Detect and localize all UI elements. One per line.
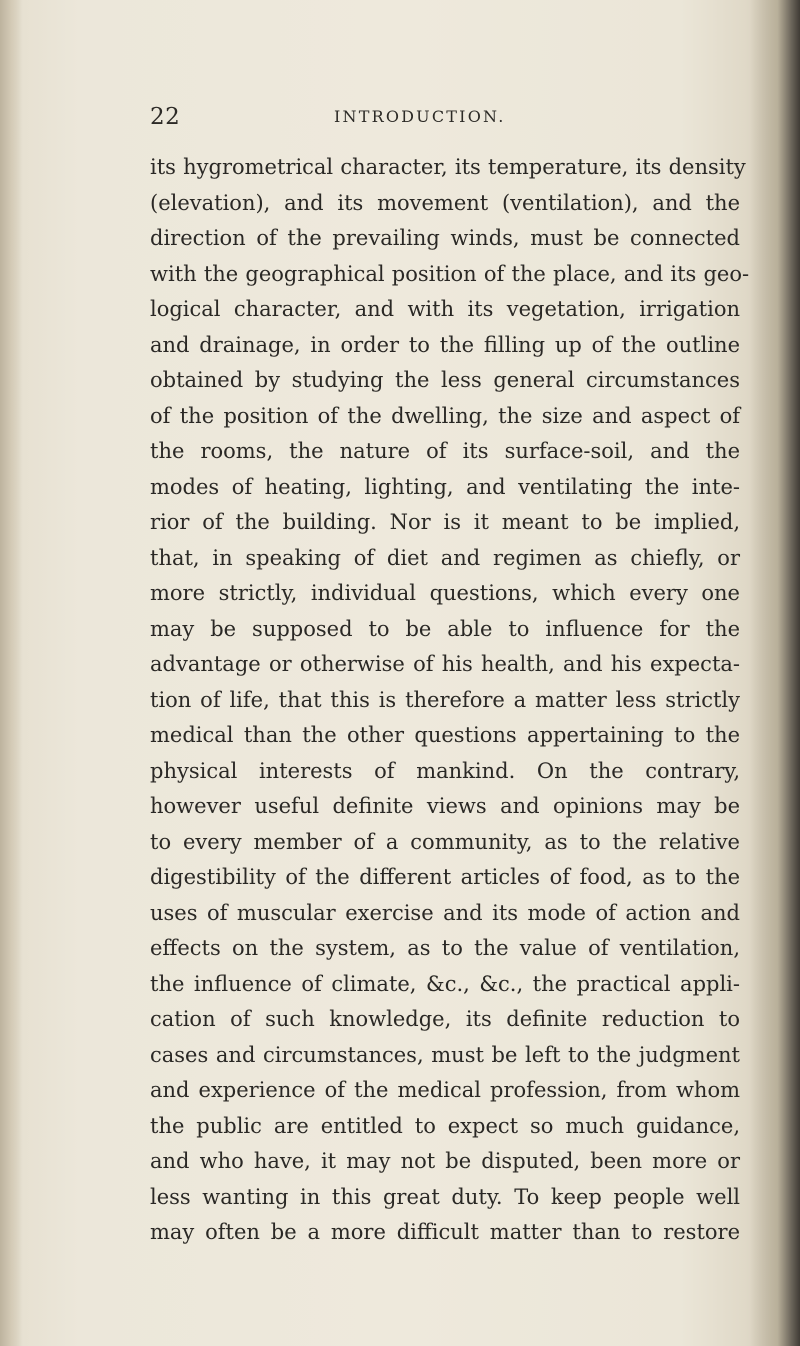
- text-line: physical interests of mankind. On the contrary,: [150, 758, 740, 783]
- text-line: the rooms, the nature of its surface-soil, and the: [150, 439, 740, 463]
- text-line: medical than the other questions appertaining to the: [150, 723, 740, 747]
- text-line: of the position of the dwelling, the size and aspect of: [150, 403, 740, 428]
- text-line: digestibility of the different articles of food, as to the: [150, 865, 740, 889]
- text-line: modes of heating, lighting, and ventilating the inte-: [150, 474, 740, 499]
- text-line: its hygrometrical character, its temperature, its density: [150, 155, 746, 179]
- text-line: the public are entitled to expect so much guidance,: [150, 1113, 740, 1138]
- text-line: more strictly, individual questions, which every one: [150, 581, 740, 605]
- text-line: (elevation), and its movement (ventilation), and the: [150, 190, 740, 215]
- page-header: [150, 104, 730, 144]
- text-line: obtained by studying the less general circumstances: [150, 368, 740, 392]
- text-line: direction of the prevailing winds, must be connected: [150, 226, 740, 250]
- text-line: uses of muscular exercise and its mode of action and: [150, 900, 740, 925]
- text-line: and who have, it may not be disputed, been more or: [150, 1149, 740, 1173]
- page-edge-shadow: [750, 0, 800, 1346]
- text-line: advantage or otherwise of his health, and his expecta-: [150, 652, 740, 676]
- text-line: cation of such knowledge, its definite reduction to: [150, 1007, 740, 1031]
- text-line: may be supposed to be able to influence for the: [150, 616, 740, 641]
- text-line: the influence of climate, &c., &c., the practical appli-: [150, 971, 740, 996]
- text-line: and drainage, in order to the filling up of the outline: [150, 332, 740, 357]
- text-line: less wanting in this great duty. To keep people well: [150, 1184, 740, 1209]
- text-line: rior of the building. Nor is it meant to be implied,: [150, 510, 740, 534]
- text-line: logical character, and with its vegetation, irrigation: [150, 297, 740, 321]
- page-number: 22: [150, 104, 181, 130]
- page-gutter-shadow: [0, 0, 22, 1346]
- text-line: tion of life, that this is therefore a matter less strictly: [150, 687, 740, 712]
- text-line: that, in speaking of diet and regimen as chiefly, or: [150, 545, 740, 570]
- text-line: and experience of the medical profession, from whom: [150, 1078, 740, 1102]
- running-head: INTRODUCTION.: [334, 107, 506, 126]
- text-line: may often be a more difficult matter than to restore: [150, 1220, 740, 1244]
- body-paragraph: [150, 150, 750, 1251]
- text-line: however useful definite views and opinions may be: [150, 794, 740, 818]
- text-line: with the geographical position of the place, and its geo-: [150, 261, 750, 286]
- text-line: cases and circumstances, must be left to the judgment: [150, 1042, 740, 1067]
- text-line: effects on the system, as to the value of ventilation,: [150, 936, 740, 960]
- text-line: to every member of a community, as to the relative: [150, 829, 740, 854]
